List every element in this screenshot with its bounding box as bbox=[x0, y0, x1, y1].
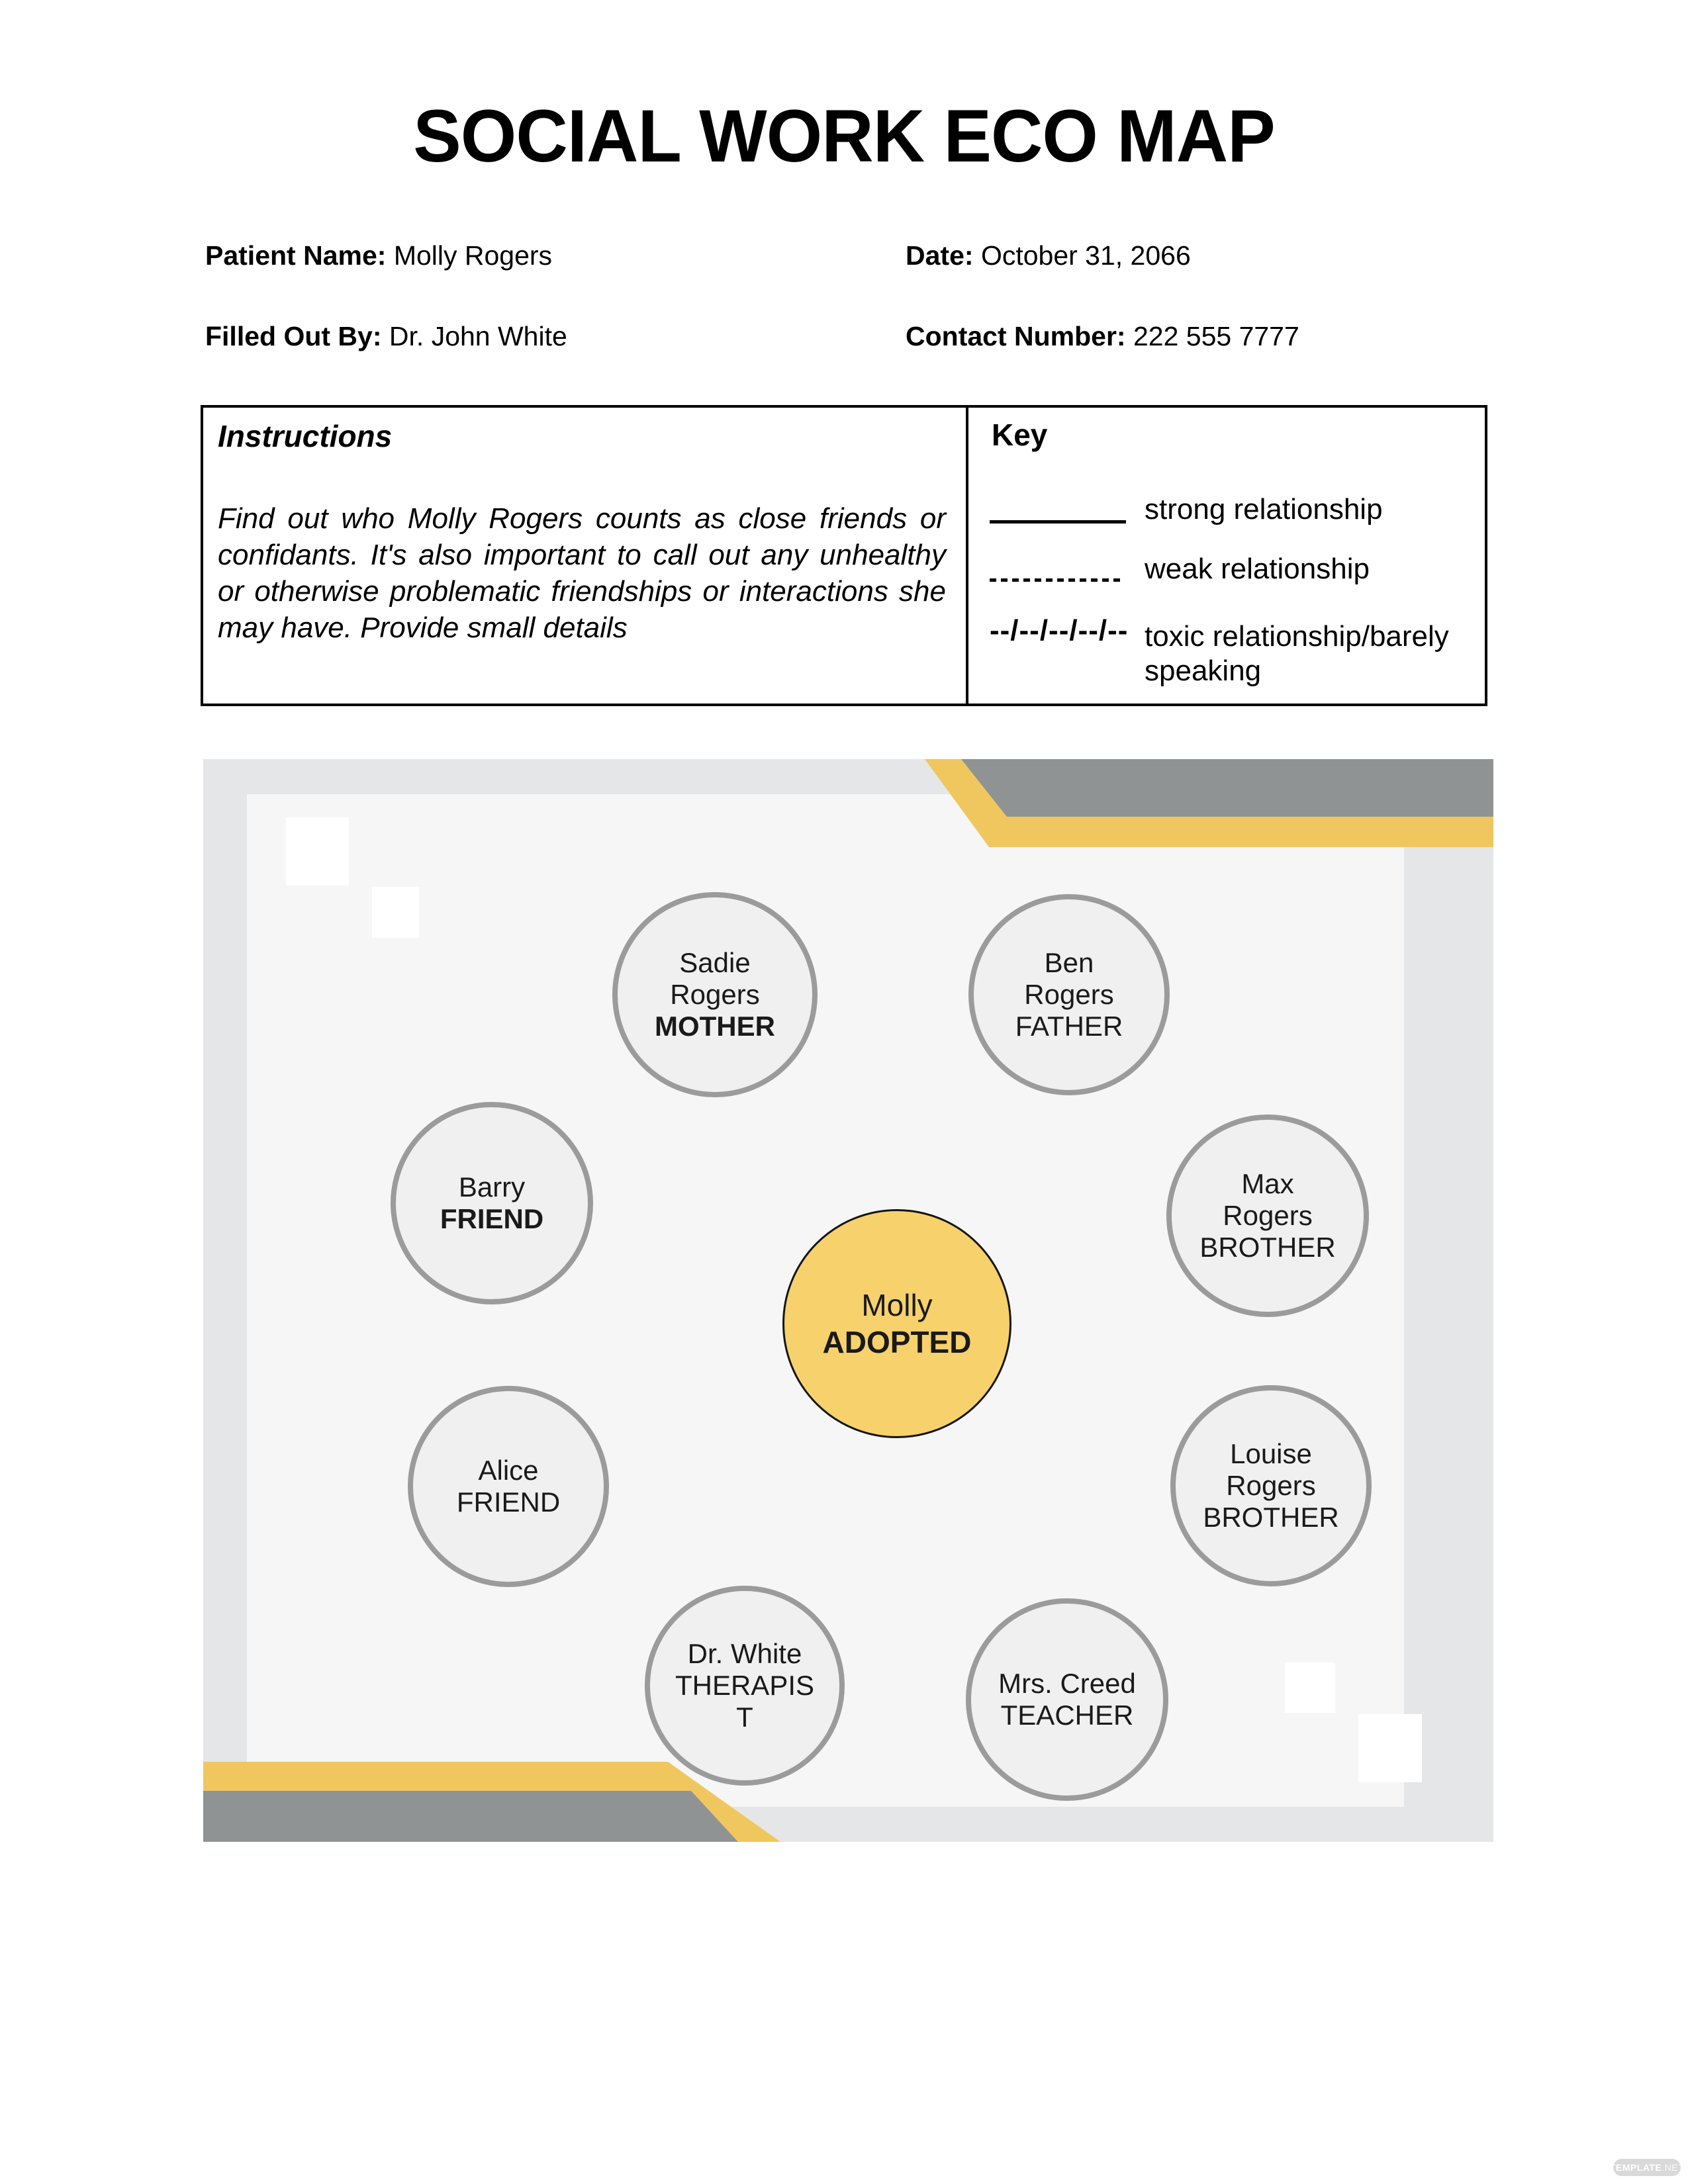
decor-white-square bbox=[286, 817, 349, 886]
watermark-brand-bold: TEMPLATE bbox=[1609, 2162, 1662, 2173]
template-net-watermark[interactable] bbox=[1609, 2159, 1685, 2176]
toxic-relationship-symbol: --/--/--/--/-- bbox=[990, 614, 1129, 647]
key-item-label: toxic relationship/barely speaking bbox=[1145, 620, 1449, 687]
ecomap-node-brother-max bbox=[1166, 1115, 1369, 1317]
filled-out-by-value: Dr. John White bbox=[389, 321, 567, 351]
ecomap-node-therapist bbox=[645, 1586, 845, 1786]
ecomap-node-mother bbox=[612, 892, 818, 1097]
node-label-line: Sadie bbox=[679, 947, 751, 978]
node-label-line: Rogers bbox=[1226, 1470, 1316, 1501]
filled-out-by-label: Filled Out By: bbox=[205, 321, 382, 351]
weak-relationship-line bbox=[990, 578, 1122, 582]
key-symbol bbox=[990, 578, 1129, 582]
patient-name-field bbox=[205, 240, 552, 271]
key-cell bbox=[966, 408, 1485, 704]
instructions-body: Find out who Molly Rogers counts as close friends or confidants. It's also important to call out any unhealthy or otherwise problematic friendships or interactions she may have. Provide small details bbox=[218, 502, 946, 644]
node-label-line: Max bbox=[1241, 1168, 1294, 1199]
ecomap-panel bbox=[203, 759, 1493, 1842]
decor-white-square bbox=[1358, 1714, 1422, 1782]
node-label-line: FATHER bbox=[1015, 1011, 1123, 1042]
top-right-gray-band bbox=[961, 759, 1493, 817]
node-label-line: FRIEND bbox=[440, 1203, 544, 1234]
ecomap-node-father bbox=[968, 894, 1170, 1095]
patient-name-label: Patient Name: bbox=[205, 240, 387, 271]
ecomap-node-brother-louise bbox=[1170, 1385, 1372, 1586]
watermark-brand-rest: .NET bbox=[1662, 2162, 1685, 2173]
node-label-line: ADOPTED bbox=[822, 1325, 972, 1359]
contact-number-label: Contact Number: bbox=[906, 321, 1126, 351]
bottom-left-gray-band bbox=[203, 1791, 738, 1842]
instructions-key-table bbox=[201, 405, 1487, 706]
node-label-line: THERAPIS bbox=[675, 1670, 815, 1701]
ecomap-node-friend-alice bbox=[408, 1386, 609, 1587]
date-value: October 31, 2066 bbox=[980, 240, 1191, 271]
filled-out-by-field bbox=[205, 320, 567, 352]
contact-number-field bbox=[906, 320, 1299, 352]
decor-white-square bbox=[372, 887, 419, 938]
patient-name-value: Molly Rogers bbox=[393, 240, 553, 271]
node-label-line: Molly bbox=[861, 1288, 933, 1322]
strong-relationship-line bbox=[990, 520, 1126, 523]
node-label-line: Dr. White bbox=[687, 1638, 802, 1669]
node-label-line: Alice bbox=[478, 1455, 539, 1486]
node-label-line: Rogers bbox=[1024, 979, 1114, 1010]
key-heading: Key bbox=[992, 418, 1048, 452]
node-label-line: Ben bbox=[1044, 947, 1094, 978]
ecomap-node-self-molly bbox=[782, 1209, 1011, 1438]
date-field bbox=[906, 240, 1191, 271]
contact-number-value: 222 555 7777 bbox=[1133, 321, 1299, 351]
node-label-line: FRIEND bbox=[456, 1486, 561, 1518]
key-item-label: weak relationship bbox=[1145, 553, 1370, 585]
node-label-line: TEACHER bbox=[1000, 1700, 1134, 1731]
node-label-line: BROTHER bbox=[1199, 1232, 1336, 1263]
decor-white-square bbox=[1285, 1662, 1335, 1713]
key-symbol bbox=[990, 614, 1129, 647]
node-label-line: Rogers bbox=[670, 979, 760, 1010]
ecomap-node-teacher bbox=[966, 1598, 1168, 1801]
instructions-heading: Instructions bbox=[218, 419, 393, 453]
node-label-line: MOTHER bbox=[655, 1011, 775, 1042]
ecomap-node-friend-barry bbox=[391, 1102, 593, 1304]
node-label-line: T bbox=[736, 1702, 753, 1733]
node-label-line: Barry bbox=[458, 1171, 526, 1203]
node-label-line: Mrs. Creed bbox=[998, 1668, 1136, 1699]
node-label-line: BROTHER bbox=[1203, 1502, 1339, 1533]
page-title: SOCIAL WORK ECO MAP bbox=[413, 95, 1275, 177]
key-item-label: strong relationship bbox=[1145, 493, 1383, 525]
key-symbol bbox=[990, 520, 1129, 523]
instructions-cell bbox=[203, 408, 966, 704]
node-label-line: Rogers bbox=[1223, 1200, 1313, 1231]
date-label: Date: bbox=[906, 240, 974, 271]
node-label-line: Louise bbox=[1230, 1438, 1312, 1469]
